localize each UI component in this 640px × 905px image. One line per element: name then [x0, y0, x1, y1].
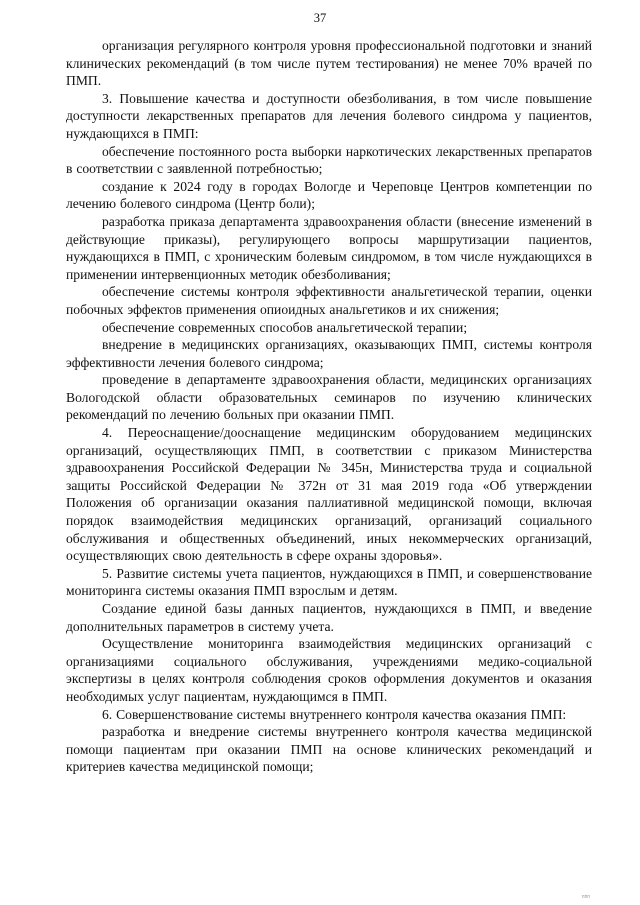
page-number: 37 — [313, 11, 327, 25]
footer-mark: ппп — [581, 894, 590, 900]
paragraph-internal-control: разработка и внедрение системы внутреннего контроля качества медицинской помощи пациентам при оказании ПМП на основе клинических рекомендаций и критериев качества медицинской помощи; — [66, 724, 592, 775]
paragraph-section-6-quality: 6. Совершенствование системы внутреннего контроля качества оказания ПМП: — [102, 706, 567, 722]
paragraph-pain-centers: создание к 2024 году в городах Вологде и Череповце Центров компетенции по лечению болевого синдрома (Центр боли); — [66, 178, 592, 212]
paragraph-analgesic-control: обеспечение системы контроля эффективности анальгетической терапии, оценки побочных эффектов применения опиоидных анальгетиков и их снижения; — [66, 284, 592, 317]
paragraph-monitoring-interaction: Осуществление мониторинга взаимодействия медицинских организаций с организациями социального обслуживания, учреждениями медико-социальной экспертизы в целях контроля соблюдения сроков оформления документов и оказания необходимых услуг пациентам, нуждающимся в ПМП. — [66, 636, 592, 704]
paragraph-section-3-heading: 3. Повышение качества и доступности обезболивания, в том числе повышение доступности лекарственных препаратов для лечения болевого синдрома у пациентов, нуждающихся в ПМП: — [66, 90, 592, 141]
paragraph-efficiency-control: внедрение в медицинских организациях, оказывающих ПМП, системы контроля эффективности лечения болевого синдрома; — [66, 337, 592, 370]
paragraph-patient-database: Создание единой базы данных пациентов, нуждающихся в ПМП, и введение дополнительных параметров в систему учета. — [66, 601, 592, 634]
paragraph-routing-order: разработка приказа департамента здравоохранения области (внесение изменений в действующие приказы), регулирующего вопросы маршрутизации пациентов, нуждающихся в ПМП, с хроническим болевым синдромом, в том числе нуждающихся в применении интервенционных методик обезболивания; — [66, 213, 592, 282]
paragraph-seminars: проведение в департаменте здравоохранения области, медицинских организациях Вологодской области образовательных семинаров по изучению клинических рекомендаций по лечению больных при оказании ПМП. — [66, 372, 592, 423]
document-body — [66, 37, 592, 776]
paragraph-section-4-equipment: 4. Переоснащение/дооснащение медицинским оборудованием медицинских организаций, осуществляющих ПМП, в соответствии с приказом Министерства здравоохранения Российской Федерации № 345н, Министерства труда и социальной защиты Российской Федерации № 372н от 31 мая 2019 года «Об утверждении Положения об организации оказания паллиативной медицинской помощи, включая порядок взаимодействия медицинских организаций, организаций социального обслуживания и общественных объединений, иных некоммерческих организаций, осуществляющих свою деятельность в сфере охраны здоровья». — [66, 425, 592, 564]
paragraph-section-5-accounting: 5. Развитие системы учета пациентов, нуждающихся в ПМП, и совершенствование мониторинга системы оказания ПМП взрослым и детям. — [66, 565, 592, 599]
paragraph-narcotic-supply: обеспечение постоянного роста выборки наркотических лекарственных препаратов в соответствии с заявленной потребностью; — [66, 143, 592, 177]
paragraph-modern-therapy: обеспечение современных способов анальгетической терапии; — [102, 319, 468, 335]
paragraph-continuation: организация регулярного контроля уровня профессиональной подготовки и знаний клинических рекомендаций (в том числе путем тестирования) не менее 70% врачей по ПМП. — [66, 38, 592, 89]
